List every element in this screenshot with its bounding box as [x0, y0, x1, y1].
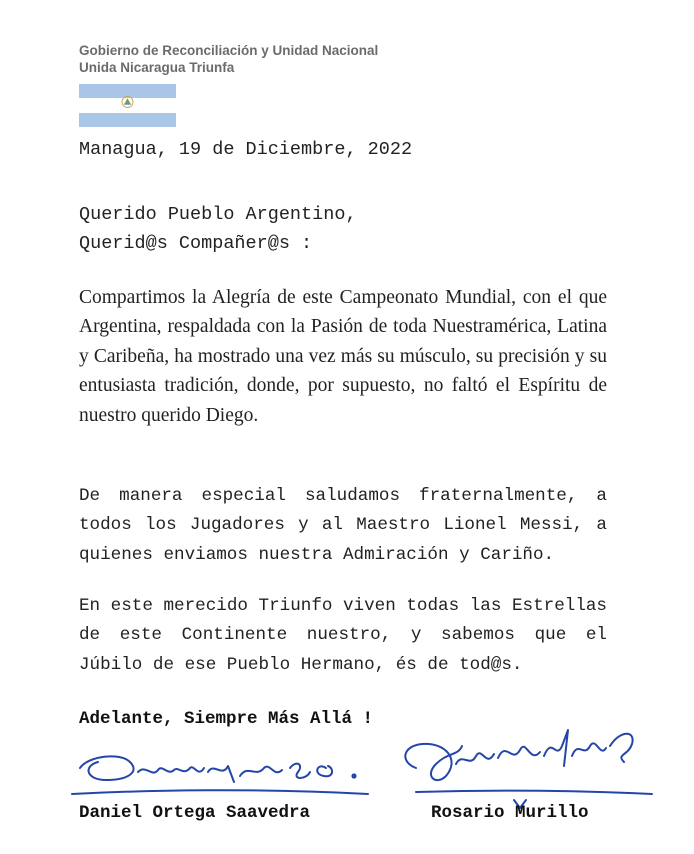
salutation [79, 200, 357, 258]
signature-murillo-icon [396, 716, 666, 816]
flag-band-bottom [79, 113, 176, 127]
letterhead-line-2: Unida Nicaragua Triunfa [79, 60, 235, 75]
signature-ortega-icon [58, 738, 378, 808]
body-paragraph-1: Compartimos la Alegría de este Campeonato Mundial, con el que Argentina, respaldada con la Pasión de toda Nuestramérica, Latina y Caribeña, ha mostrado una vez más su músculo, su precisión y su entusiasta tradición, donde, por supuesto, no faltó el Espíritu de nuestro querido Diego. [79, 287, 607, 426]
salutation-line-2: Querid@s Compañer@s : [79, 233, 313, 254]
body-paragraph-2: De manera especial saludamos fraternalmente, a todos los Jugadores y al Maestro Lionel Messi, a quienes enviamos nuestra Admiración y Cariño. [79, 486, 607, 565]
body-paragraph-3: En este merecido Triunfo viven todas las Estrellas de este Continente nuestro, y sabemos que el Júbilo de ese Pueblo Hermano, és de tod@s. [79, 596, 607, 675]
closing-line: Adelante, Siempre Más Allá ! [79, 709, 374, 729]
signer-name-murillo: Rosario Murillo [431, 803, 589, 823]
letter-date: Managua, 19 de Diciembre, 2022 [79, 139, 413, 160]
flag-band-middle [79, 98, 176, 112]
signer-name-ortega: Daniel Ortega Saavedra [79, 803, 311, 823]
nicaragua-flag-icon [79, 84, 176, 127]
letterhead [79, 42, 378, 76]
salutation-line-1: Querido Pueblo Argentino, [79, 204, 357, 225]
coat-of-arms-icon [121, 95, 134, 108]
letterhead-line-1: Gobierno de Reconciliación y Unidad Nacional [79, 43, 379, 58]
